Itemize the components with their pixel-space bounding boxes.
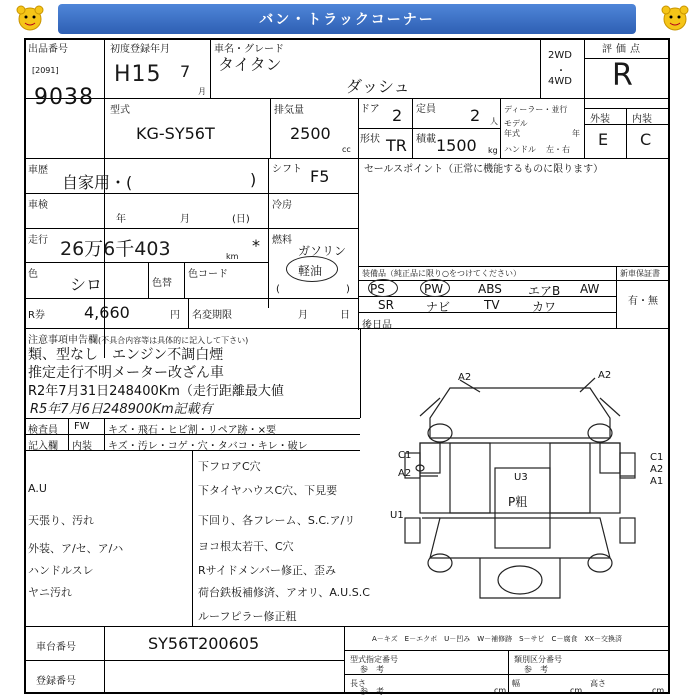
handwritten-left-line: ヤニ汚れ xyxy=(28,586,72,599)
displacement-value: 2500 xyxy=(290,124,331,143)
formal-number-label: 型式指定番号 xyxy=(350,655,398,664)
recycle-label: R券 xyxy=(28,310,45,321)
equip-new-label: 新車保証書 xyxy=(620,269,660,278)
drive-2wd: 2WD xyxy=(548,50,572,61)
registration-label: 登録番号 xyxy=(36,676,76,687)
score-label: 評価点 xyxy=(602,44,644,55)
capacity-value: 2 xyxy=(470,106,481,125)
handle-value: 左・右 xyxy=(546,145,570,154)
equip-item: エアB xyxy=(528,284,561,298)
capacity-unit: 人 xyxy=(490,117,498,126)
check-int: 内装 xyxy=(72,441,92,452)
aircon-label: 冷房 xyxy=(272,200,292,211)
dmg-u1: U1 xyxy=(390,510,404,521)
equip-item: AW xyxy=(580,282,600,296)
type-label: 型式 xyxy=(110,105,130,116)
doors-value: 2 xyxy=(392,106,403,125)
score-ext: E xyxy=(598,130,609,149)
dmg-a2-left: A2 xyxy=(398,468,412,479)
equip-item: ABS xyxy=(478,282,502,296)
check-label-1: 検査員 xyxy=(28,425,58,436)
handwritten-right-line: ルーフピラー修正粗 xyxy=(198,610,297,623)
dmg-a2-1: A2 xyxy=(458,372,472,383)
mileage-unit: km xyxy=(226,252,239,261)
height-label: 高さ xyxy=(590,679,606,688)
height-unit: cm xyxy=(652,686,665,695)
reg-label: 初度登録年月 xyxy=(110,44,170,55)
handwritten-right-line: 下フロアC穴 xyxy=(198,460,261,473)
drive-4wd: 4WD xyxy=(548,76,572,87)
vehicle-diagram xyxy=(380,368,670,620)
tax-label: 名変期限 xyxy=(192,310,232,321)
form-label: 形状 xyxy=(360,134,380,145)
reg-era: H15 xyxy=(114,62,162,87)
tax-day: 日 xyxy=(340,310,350,321)
check-int-items: キズ・汚レ・コゲ・穴・タバコ・キレ・破レ xyxy=(108,441,308,452)
handle-label: ハンドル xyxy=(504,145,536,154)
notes-label: 注意事項申告欄(不具合内容等は具体的に記入して下さい) xyxy=(28,335,249,346)
history-close: ) xyxy=(250,170,257,189)
dmg-a2-right: A2 xyxy=(650,464,664,475)
equip-item: TV xyxy=(484,298,500,312)
color-change-label: 色替 xyxy=(152,278,172,289)
dealer-year-label: 年式 xyxy=(504,129,520,138)
capacity-label: 定員 xyxy=(416,104,436,115)
history-value: 自家用・( xyxy=(62,173,133,192)
tax-month: 月 xyxy=(298,310,308,321)
check-fw-items: キズ・飛石・ヒビ割・リペア跡・×要 xyxy=(108,425,276,436)
shift-label: シフト xyxy=(272,164,302,175)
dmg-a2-2: A2 xyxy=(598,370,612,381)
load-value: 1500 xyxy=(436,136,477,155)
inspection-day: (日) xyxy=(232,214,250,225)
load-unit: kg xyxy=(488,146,498,155)
check-fw: FW xyxy=(74,421,90,432)
handwritten-left-line: 天張り、汚れ xyxy=(28,514,94,527)
dmg-u3: U3 xyxy=(514,472,528,483)
notes-line-2: 推定走行不明メーター改ざん車 xyxy=(28,365,224,381)
mileage-mark: * xyxy=(252,236,260,255)
mileage-value: 26万6千403 xyxy=(60,238,171,260)
notes-line-1: 類、型なし エンジン不調白煙 xyxy=(28,347,224,363)
equip-item: PW xyxy=(424,282,444,296)
handwritten-left-line: A.U xyxy=(28,482,47,495)
fuel-diesel: 軽油 xyxy=(298,264,323,278)
equip-item: カワ xyxy=(532,300,557,314)
equip-label: 装備品（純正品に限り○をつけてください） xyxy=(362,269,521,278)
handwritten-right-line: ヨコ根太若干、C穴 xyxy=(198,540,294,553)
length-label: 長さ xyxy=(350,679,366,688)
equip-item: SR xyxy=(378,298,394,312)
score-int-label: 内装 xyxy=(632,114,652,125)
drive-dot: ・ xyxy=(556,66,566,77)
type-value: KG-SY56T xyxy=(136,124,215,143)
handwritten-right-line: 荷台鉄板補修済、アオリ、A.U.S.C xyxy=(198,586,370,599)
shift-value: F5 xyxy=(310,167,330,186)
model-label: 車名・グレード xyxy=(214,44,284,55)
category-label: 類別区分番号 xyxy=(514,655,562,664)
score-int: C xyxy=(640,130,652,149)
mileage-label: 走行 xyxy=(28,235,48,246)
fuel-gas: ガソリン xyxy=(298,244,347,258)
inspection-year: 年 xyxy=(116,214,126,225)
score-ext-label: 外装 xyxy=(590,114,610,125)
color-label: 色 xyxy=(28,269,38,280)
handwritten-left-line: ハンドルスレ xyxy=(28,564,94,577)
fuel-label: 燃料 xyxy=(272,235,292,246)
lot-label: 出品番号 xyxy=(28,44,68,55)
width-label: 幅 xyxy=(512,679,520,688)
handwritten-right-line: Rサイドメンバー修正、歪み xyxy=(198,564,336,577)
doors-label: ドア xyxy=(360,104,380,115)
model-name: タイタン xyxy=(218,55,282,74)
equip-item: PS xyxy=(370,282,385,296)
displacement-unit: cc xyxy=(342,145,351,154)
damage-legend: A－キズ E－エクボ U－凹み W－補修跡 S－サビ C－腐食 XX－交換済 xyxy=(372,635,623,643)
notes-line-4: R5年7月6日248900Km記載有 xyxy=(30,402,213,417)
reg-month: 7 xyxy=(180,62,191,81)
handwritten-right-line: 下タイヤハウスC穴、下見要 xyxy=(198,484,338,497)
chassis-label: 車台番号 xyxy=(36,642,76,653)
inspection-label: 車検 xyxy=(28,200,48,211)
check-label-2: 記入欄 xyxy=(28,441,58,452)
dmg-c1-right: C1 xyxy=(650,452,664,463)
displacement-label: 排気量 xyxy=(274,105,304,116)
page-header: バン・トラックコーナー xyxy=(58,4,636,34)
handwritten-right-line: 下回り、各フレーム、S.C.ア/リ xyxy=(198,514,356,527)
form-value: TR xyxy=(386,136,407,155)
equip-new-value: 有・無 xyxy=(628,296,658,307)
handwritten-left-line: 外装、ア/セ、ア/ハ xyxy=(28,542,124,555)
load-label: 積載 xyxy=(416,134,436,145)
dmg-a1-right: A1 xyxy=(650,476,664,487)
equip-item: ナビ xyxy=(426,300,451,314)
chassis-value: SY56T200605 xyxy=(148,634,260,653)
reg-month-unit: 月 xyxy=(198,87,206,96)
dmg-c1-left: C1 xyxy=(398,450,412,461)
equip-pw-circle xyxy=(420,279,450,297)
width-unit: cm xyxy=(570,686,583,695)
options-label: 後日品 xyxy=(362,320,392,331)
sales-label: セールスポイント（正常に機能するものに限ります） xyxy=(364,164,604,175)
ref-label-1: 参 考 xyxy=(360,665,384,674)
dealer-year-unit: 年 xyxy=(572,129,580,138)
dealer-label: ディーラー・並行 xyxy=(504,105,568,114)
equip-ps-circle xyxy=(368,279,398,297)
dmg-p-mark: P粗 xyxy=(508,495,528,509)
notes-line-3: R2年7月31日248400Km（走行距離最大値 xyxy=(28,384,284,399)
recycle-value: 4,660 xyxy=(84,303,130,322)
ref-label-2: 参 考 xyxy=(524,665,548,674)
lot-number: 9038 xyxy=(34,85,94,110)
color-code-label: 色コード xyxy=(188,269,228,280)
fuel-paren-l: ( xyxy=(276,284,280,295)
dealer-model-label: モデル xyxy=(504,119,528,128)
mascot-left-icon xyxy=(10,3,50,33)
length-unit: cm xyxy=(494,686,507,695)
history-label: 車歴 xyxy=(28,165,48,176)
recycle-unit: 円 xyxy=(170,310,180,321)
inspection-month: 月 xyxy=(180,214,190,225)
score-value: R xyxy=(612,58,633,93)
lot-sub: [2091] xyxy=(32,66,59,75)
fuel-paren-r: ) xyxy=(346,284,350,295)
model-grade: ダッシュ xyxy=(346,77,410,96)
mascot-right-icon xyxy=(655,3,695,33)
color-value: シロ xyxy=(70,275,103,294)
length-ref: 参 考 xyxy=(360,687,384,696)
